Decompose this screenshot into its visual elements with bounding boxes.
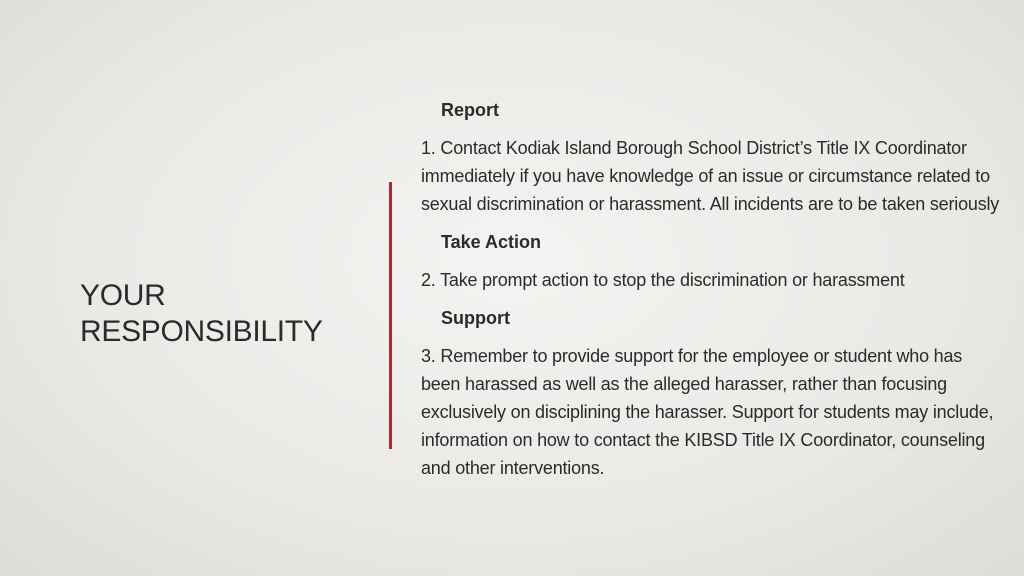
vertical-divider	[389, 182, 392, 449]
slide-title-line-1: YOUR	[80, 279, 166, 312]
slide-title-line-2: RESPONSIBILITY	[80, 315, 323, 348]
content-body	[421, 96, 1001, 482]
section-text-take-action: 2. Take prompt action to stop the discrimination or harassment	[421, 270, 905, 290]
section-text-report: 1. Contact Kodiak Island Borough School District’s Title IX Coordinator immediately if you have knowledge of an issue or circumstance related to sexual discrimination or harassment. All incidents are to be taken seriously	[421, 138, 1000, 214]
section-heading-report: Report	[441, 100, 499, 120]
section-text-support: 3. Remember to provide support for the employee or student who has been harassed as well as the alleged harasser, rather than focusing exclusively on disciplining the harasser. Support for students may include, information on how to contact the KIBSD Title IX Coordinator, counseling and other interventions.	[421, 346, 994, 478]
section-heading-support: Support	[441, 308, 510, 328]
slide-title	[80, 278, 380, 350]
section-heading-take-action: Take Action	[441, 232, 542, 252]
